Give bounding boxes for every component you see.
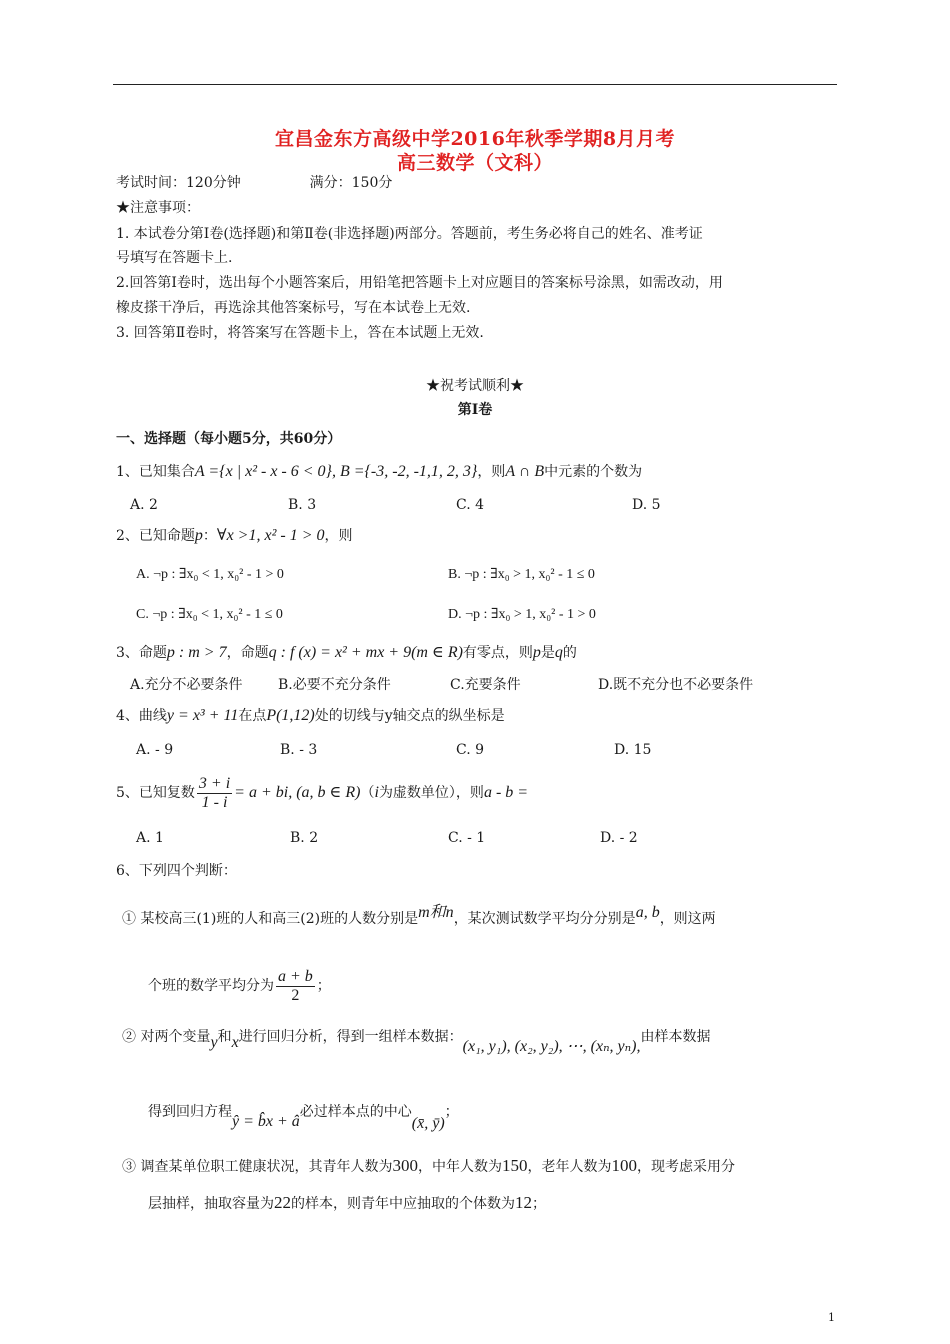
q6-s1-math-ab: a, b: [635, 904, 660, 921]
note-3: 3. 回答第Ⅱ卷时，将答案写在答题卡上，答在本试题上无效.: [116, 325, 484, 341]
q6-statement-1: [122, 903, 716, 929]
note-1b: 号填写在答题卡上.: [116, 250, 233, 266]
q6-s3-value-elder: 100: [611, 1156, 637, 1175]
q4-suffix: 处的切线与y轴交点的纵坐标是: [314, 708, 505, 724]
exam-time: 考试时间：120分钟: [116, 175, 241, 191]
question-4: [116, 706, 505, 726]
q6-s3-text-7: ；: [532, 1196, 546, 1212]
q6-s2-text-5: 得到回归方程: [148, 1104, 232, 1120]
note-2a: 2.回答第Ⅰ卷时，选出每个小题答案后，用铅笔把答题卡上对应题目的答案标号涂黑，如需改动，用: [116, 275, 723, 291]
q2-option-b: B. ¬p : ∃x₀ > 1, x₀² - 1 ≤ 0: [448, 567, 595, 582]
q6-statement-3-cont: [148, 1193, 546, 1214]
q1-option-d: D. 5: [632, 497, 661, 513]
q1-text-end: 中元素的个数为: [544, 464, 643, 480]
q5-fraction-numerator: 3 + i: [198, 774, 231, 792]
q6-s2-text-3: 进行回归分析，得到一组样本数据：: [238, 1029, 463, 1045]
question-1: [116, 462, 642, 482]
question-3: [116, 643, 577, 663]
q6-statement-3: [122, 1156, 735, 1177]
q6-s1-fraction: [276, 968, 315, 1005]
q6-s2-math-y: y: [210, 1034, 218, 1051]
q4-option-c: C. 9: [456, 742, 485, 758]
q6-statement-2: [122, 1027, 710, 1057]
q6-s3-text-4: ，现考虑采用分: [636, 1159, 735, 1175]
q6-s2-math-center: (x̄, ȳ): [411, 1115, 445, 1132]
q5-fraction-denominator: 1 - i: [201, 793, 228, 811]
q3-option-b: B.必要不充分条件: [278, 677, 391, 693]
q3-text-2: 有零点，则: [462, 645, 533, 661]
q6-s3-value-middle: 150: [501, 1156, 528, 1175]
q6-s2-text-7: ；: [444, 1104, 459, 1120]
q5-option-a: A. 1: [136, 830, 164, 846]
q3-prefix: 3、命题: [116, 645, 167, 661]
q4-math-point: P(1,12): [266, 707, 315, 724]
q2-option-d: D. ¬p : ∃x₀ > 1, x₀² - 1 > 0: [448, 607, 596, 622]
q4-math-curve: y = x³ + 11: [166, 707, 239, 724]
q6-s3-value-sample: 22: [274, 1193, 291, 1212]
question-5: [116, 774, 528, 812]
q6-s2-text-6: 必过样本点的中心: [299, 1104, 412, 1120]
q6-s2-math-regression: ŷ = b̂x + â: [232, 1113, 300, 1130]
q6-s1-text-5: ；: [316, 978, 331, 994]
q4-prefix: 4、曲线: [116, 708, 167, 724]
q3-option-a: A.充分不必要条件: [130, 677, 243, 693]
q2-math-p: p: [194, 527, 203, 544]
q2-prefix: 2、已知命题: [116, 528, 195, 544]
q6-s3-text-3: ，老年人数为: [527, 1159, 612, 1175]
question-6: 6、下列四个判断：: [116, 863, 237, 879]
q3-math-p2: p: [532, 644, 541, 661]
question-2: [116, 526, 353, 546]
q2-option-c: C. ¬p : ∃x₀ < 1, x₀² - 1 ≤ 0: [136, 607, 283, 622]
q1-math-sets: A ={x | x² - x - 6 < 0}, B ={-3, -2, -1,1, 2, 3}: [194, 463, 478, 480]
q6-statement-2-cont: [148, 1102, 459, 1134]
q5-math-target: a - b =: [483, 784, 529, 801]
note-1a: 1. 本试卷分第Ⅰ卷(选择题)和第Ⅱ卷(非选择题)两部分。答题前，考生务必将自己的姓名、准考证: [116, 226, 703, 242]
q6-s3-text-2: ，中年人数为: [417, 1159, 502, 1175]
q1-option-c: C. 4: [456, 497, 485, 513]
q6-s1-text-3: ，则这两: [659, 911, 716, 927]
q6-s1-text-1: ① 某校高三(1)班的人和高三(2)班的人数分别是: [122, 911, 419, 927]
q5-text-1: （: [360, 785, 375, 801]
q6-s2-text-4: 由样本数据: [640, 1029, 711, 1045]
q5-option-d: D. - 2: [600, 830, 638, 846]
notes-heading: ★注意事项：: [116, 200, 200, 216]
q5-option-b: B. 2: [290, 830, 319, 846]
q2-suffix: ，则: [324, 528, 353, 544]
q2-math-statement: ∀x >1, x² - 1 > 0: [216, 527, 325, 544]
q5-text-2: 为虚数单位），则: [378, 785, 484, 801]
q5-math-i: i: [374, 784, 379, 801]
q4-option-d: D. 15: [614, 742, 652, 758]
header-rule: [113, 84, 837, 85]
exam-title: 宜昌金东方高级中学2016年秋季学期8月月考: [274, 128, 676, 150]
q1-option-a: A. 2: [130, 497, 158, 513]
part-heading: 第Ⅰ卷: [457, 402, 493, 418]
q4-option-a: A. - 9: [136, 742, 174, 758]
section-heading: 一、选择题（每小题5分，共60分）: [116, 431, 342, 447]
q5-option-c: C. - 1: [448, 830, 486, 846]
q6-s3-value-answer: 12: [515, 1193, 532, 1212]
q3-suffix: 的: [562, 645, 577, 661]
q6-s2-text-2: 和: [217, 1029, 232, 1045]
q6-s2-math-x: x: [231, 1034, 239, 1051]
wish-line: ★祝考试顺利★: [426, 378, 524, 394]
q4-text-1: 在点: [238, 708, 267, 724]
q6-s2-text-1: ② 对两个变量: [122, 1029, 211, 1045]
q5-fraction: [197, 775, 232, 812]
q6-s1-text-2: ，某次测试数学平均分分别是: [453, 911, 636, 927]
q3-math-p: p : m > 7: [166, 644, 227, 661]
q6-s1-fraction-denominator: 2: [291, 986, 300, 1004]
q4-option-b: B. - 3: [280, 742, 318, 758]
exam-info: [116, 173, 392, 193]
q3-math-q: q : f (x) = x² + mx + 9(m ∈ R): [268, 644, 463, 661]
q6-s3-value-youth: 300: [392, 1156, 418, 1175]
q5-math-equation: = a + bi, (a, b ∈ R): [234, 784, 361, 801]
q2-option-a: A. ¬p : ∃x₀ < 1, x₀² - 1 > 0: [136, 567, 284, 582]
q6-statement-1-cont: [148, 966, 331, 1006]
q1-text: ，则: [477, 464, 506, 480]
q3-text-1: ，命题: [226, 645, 269, 661]
q1-prefix: 1、已知集合: [116, 464, 195, 480]
q3-option-d: D.既不充分也不必要条件: [598, 677, 754, 693]
q6-s2-math-samples: (x₁, y₁), (x₂, y₂), ⋯, (xₙ, yₙ),: [462, 1038, 641, 1055]
q6-s3-text-1: ③ 调查某单位职工健康状况，其青年人数为: [122, 1159, 393, 1175]
page-number: 1: [828, 1311, 835, 1324]
note-2b: 橡皮搽干净后，再选涂其他答案标号，写在本试卷上无效.: [116, 300, 471, 316]
q3-math-q2: q: [554, 644, 563, 661]
q3-option-c: C.充要条件: [450, 677, 521, 693]
q6-s3-text-5: 层抽样，抽取容量为: [148, 1196, 274, 1212]
exam-subtitle: 高三数学（文科）: [396, 152, 553, 174]
q5-prefix: 5、已知复数: [116, 785, 195, 801]
q6-s3-text-6: 的样本，则青年中应抽取的个体数为: [291, 1196, 515, 1212]
q1-math-intersection: A ∩ B: [505, 463, 545, 480]
q6-s1-fraction-numerator: a + b: [278, 967, 313, 985]
q3-text-3: 是: [540, 645, 555, 661]
q2-colon: ：: [202, 528, 217, 544]
exam-score: 满分：150分: [309, 175, 393, 191]
q6-s1-math-mn: m和n: [418, 904, 454, 921]
q1-option-b: B. 3: [288, 497, 317, 513]
q6-s1-text-4: 个班的数学平均分为: [148, 978, 274, 994]
